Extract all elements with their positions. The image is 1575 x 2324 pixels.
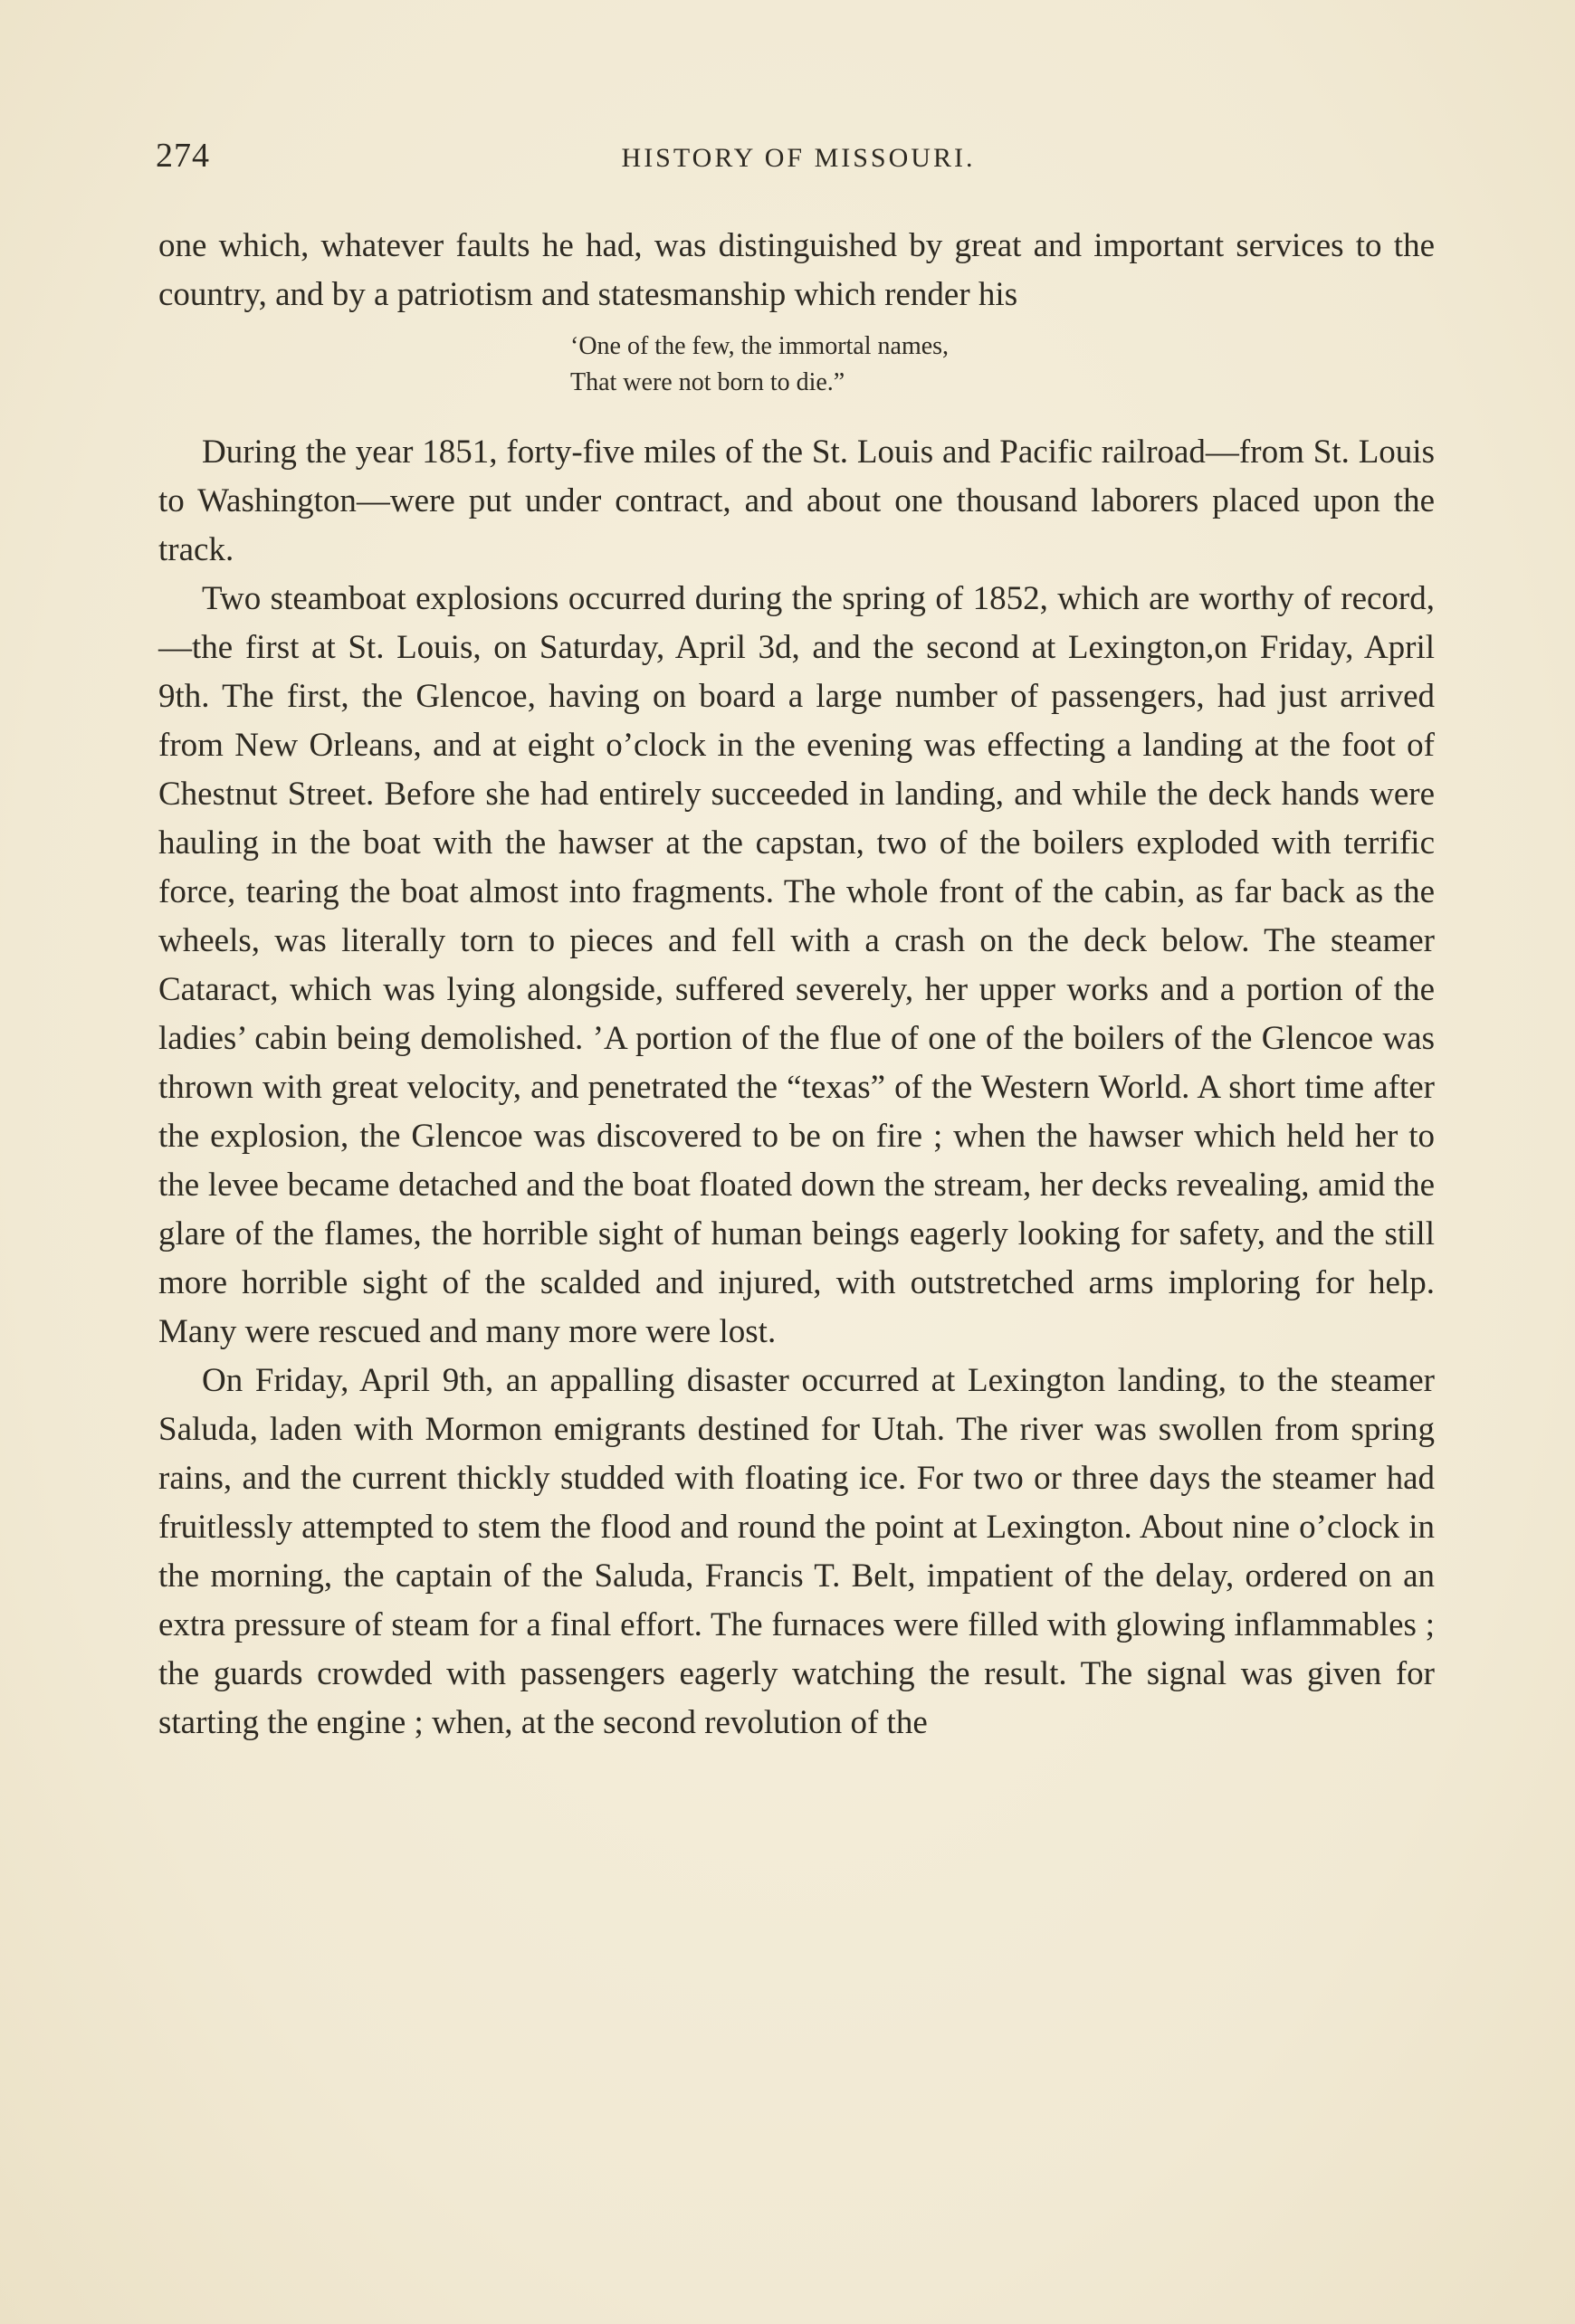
running-head: HISTORY OF MISSOURI. — [621, 143, 976, 173]
quote-line-2: That were not born to die.” — [570, 368, 845, 396]
paragraph-railroad: During the year 1851, forty-five miles of the St. Louis and Pacific railroad—from St. Louis to Washington—were put under contract, and about one thousand laborers placed upon the track. — [158, 433, 1435, 568]
paragraph-saluda: On Friday, April 9th, an appalling disaster occurred at Lexington landing, to the steamer Saluda, laden with Mormon emigrants destined for Utah. The river was swollen from spring rains, and the current thickly studded with floating ice. For two or three days the steamer had fruitlessly attempted to stem the flood and round the point at Lexington. About nine o’clock in the morning, the captain of the Saluda, Francis T. Belt, impatient of the delay, ordered on an extra pressure of steam for a final effort. The furnaces were filled with glowing inflammables ; the guards crowded with passengers eagerly watching the result. The signal was given for starting the engine ; when, at the second revolution of the — [158, 1362, 1435, 1741]
paragraph-glencoe: Two steamboat explosions occurred during the spring of 1852, which are worthy of record,—the first at St. Louis, on Saturday, April 3d, and the second at Lexington,on Friday, April 9th. The first, the Glencoe, having on board a large number of passengers, had just arrived from New Orleans, and at eight o’clock in the evening was effecting a landing at the foot of Chestnut Street. Before she had entirely succeeded in landing, and while the deck hands were hauling in the boat with the hawser at the capstan, two of the boilers exploded with terrific force, tearing the boat almost into fragments. The whole front of the cabin, as far back as the wheels, was literally torn to pieces and fell with a crash on the deck below. The steamer Cataract, which was lying alongside, suffered severely, her upper works and a portion of the ladies’ cabin being demolished. ’A portion of the flue of one of the boilers of the Glencoe was thrown with great velocity, and penetrated the “texas” of the Western World. A short time after the explosion, the Glencoe was discovered to be on fire ; when the hawser which held her to the levee became detached and the boat floated down the stream, her decks revealing, amid the glare of the flames, the horrible sight of human beings eagerly looking for safety, and the still more horrible sight of the scalded and injured, with outstretched arms imploring for help. Many were rescued and many more were lost. — [158, 580, 1435, 1350]
page-number: 274 — [156, 137, 210, 175]
poetry-quote — [158, 329, 1435, 401]
page-header — [156, 136, 1441, 190]
paragraph-continuation: one which, whatever faults he had, was distinguished by great and important services to the country, and by a patriotism and statesmanship which render his — [158, 227, 1435, 313]
body-text — [158, 222, 1435, 1748]
quote-line-1: ‘One of the few, the immortal names, — [570, 332, 950, 360]
